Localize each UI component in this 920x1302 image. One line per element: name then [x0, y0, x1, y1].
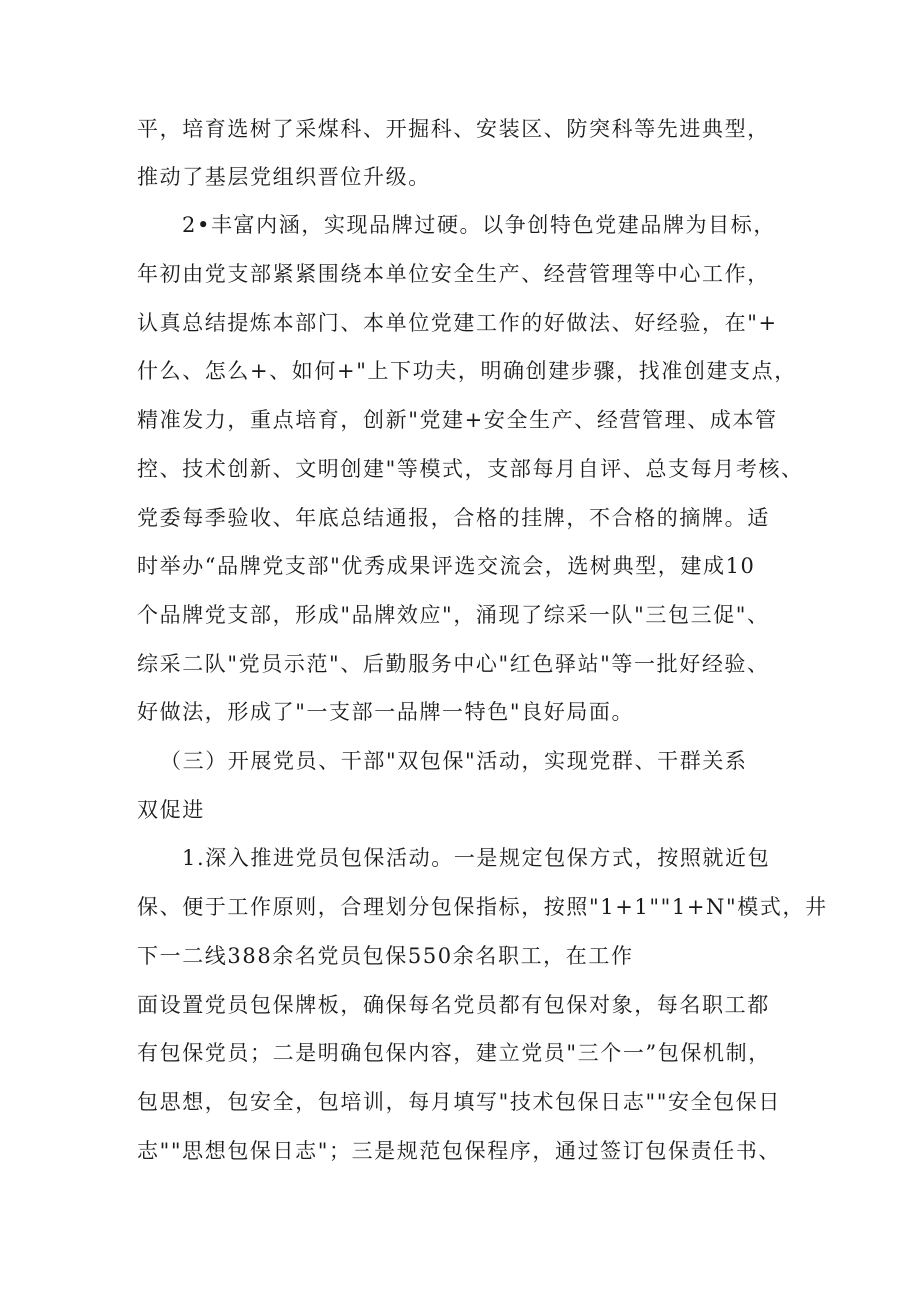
text-line-11: 个品牌党支部，形成"品牌效应"，涌现了综采一队"三包三促"、 — [137, 603, 770, 627]
text-line-9: 党委每季验收、年底总结通报，合格的挂牌，不合格的摘牌。适 — [137, 506, 770, 530]
text-line-6: 什么、怎么+、如何+"上下功夫，明确创建步骤，找准创建支点， — [137, 359, 797, 383]
text-line-4: 年初由党支部紧紧围绕本单位安全生产、经营管理等中心工作， — [137, 262, 770, 286]
text-line-8: 控、技术创新、文明创建"等模式，支部每月自评、总支每月考核、 — [137, 457, 804, 481]
text-line-18: 下一二线388余名党员包保550余名职工，在工作 — [137, 944, 634, 968]
text-line-12: 综采二队"党员示范"、后勤服务中心"红色驿站"等一批好经验、 — [137, 652, 770, 676]
text-line-20: 有包保党员；二是明确包保内容，建立党员"三个一”包保机制， — [137, 1041, 771, 1065]
text-line-2: 推动了基层党组织晋位升级。 — [137, 165, 431, 189]
text-line-13: 好做法，形成了"一支部一品牌一特色"良好局面。 — [137, 700, 635, 724]
text-line-17: 保、便于工作原则，合理划分包保指标，按照"1+1""1+N"模式，井 — [137, 895, 828, 919]
paragraph-2-heading: 2•丰富内涵，实现品牌过硬。以争创特色党建品牌为目标， — [182, 213, 776, 237]
text-line-21: 包思想，包安全，包培训，每月填写"技术包保日志""安全包保日 — [137, 1090, 781, 1114]
paragraph-1-heading: 1.深入推进党员包保活动。一是规定包保方式，按照就近包 — [182, 846, 771, 870]
text-line-22: 志""思想包保日志"；三是规范包保程序，通过签订包保责任书、 — [137, 1139, 781, 1163]
text-line-19: 面设置党员包保牌板，确保每名党员都有包保对象，每名职工都 — [137, 993, 770, 1017]
section-3-heading-cont: 双促进 — [137, 798, 205, 822]
text-line-10: 时举办“品牌党支部"优秀成果评选交流会，选树典型，建成10 — [137, 554, 756, 578]
text-line-1: 平，培育选树了采煤科、开掘科、安装区、防突科等先进典型， — [137, 117, 770, 141]
section-3-heading: （三）开展党员、干部"双包保"活动，实现党群、干群关系 — [160, 749, 748, 773]
text-line-7: 精准发力，重点培育，创新"党建+安全生产、经营管理、成本管 — [137, 408, 778, 432]
text-line-5: 认真总结提炼本部门、本单位党建工作的好做法、好经验，在"+ — [137, 311, 778, 335]
